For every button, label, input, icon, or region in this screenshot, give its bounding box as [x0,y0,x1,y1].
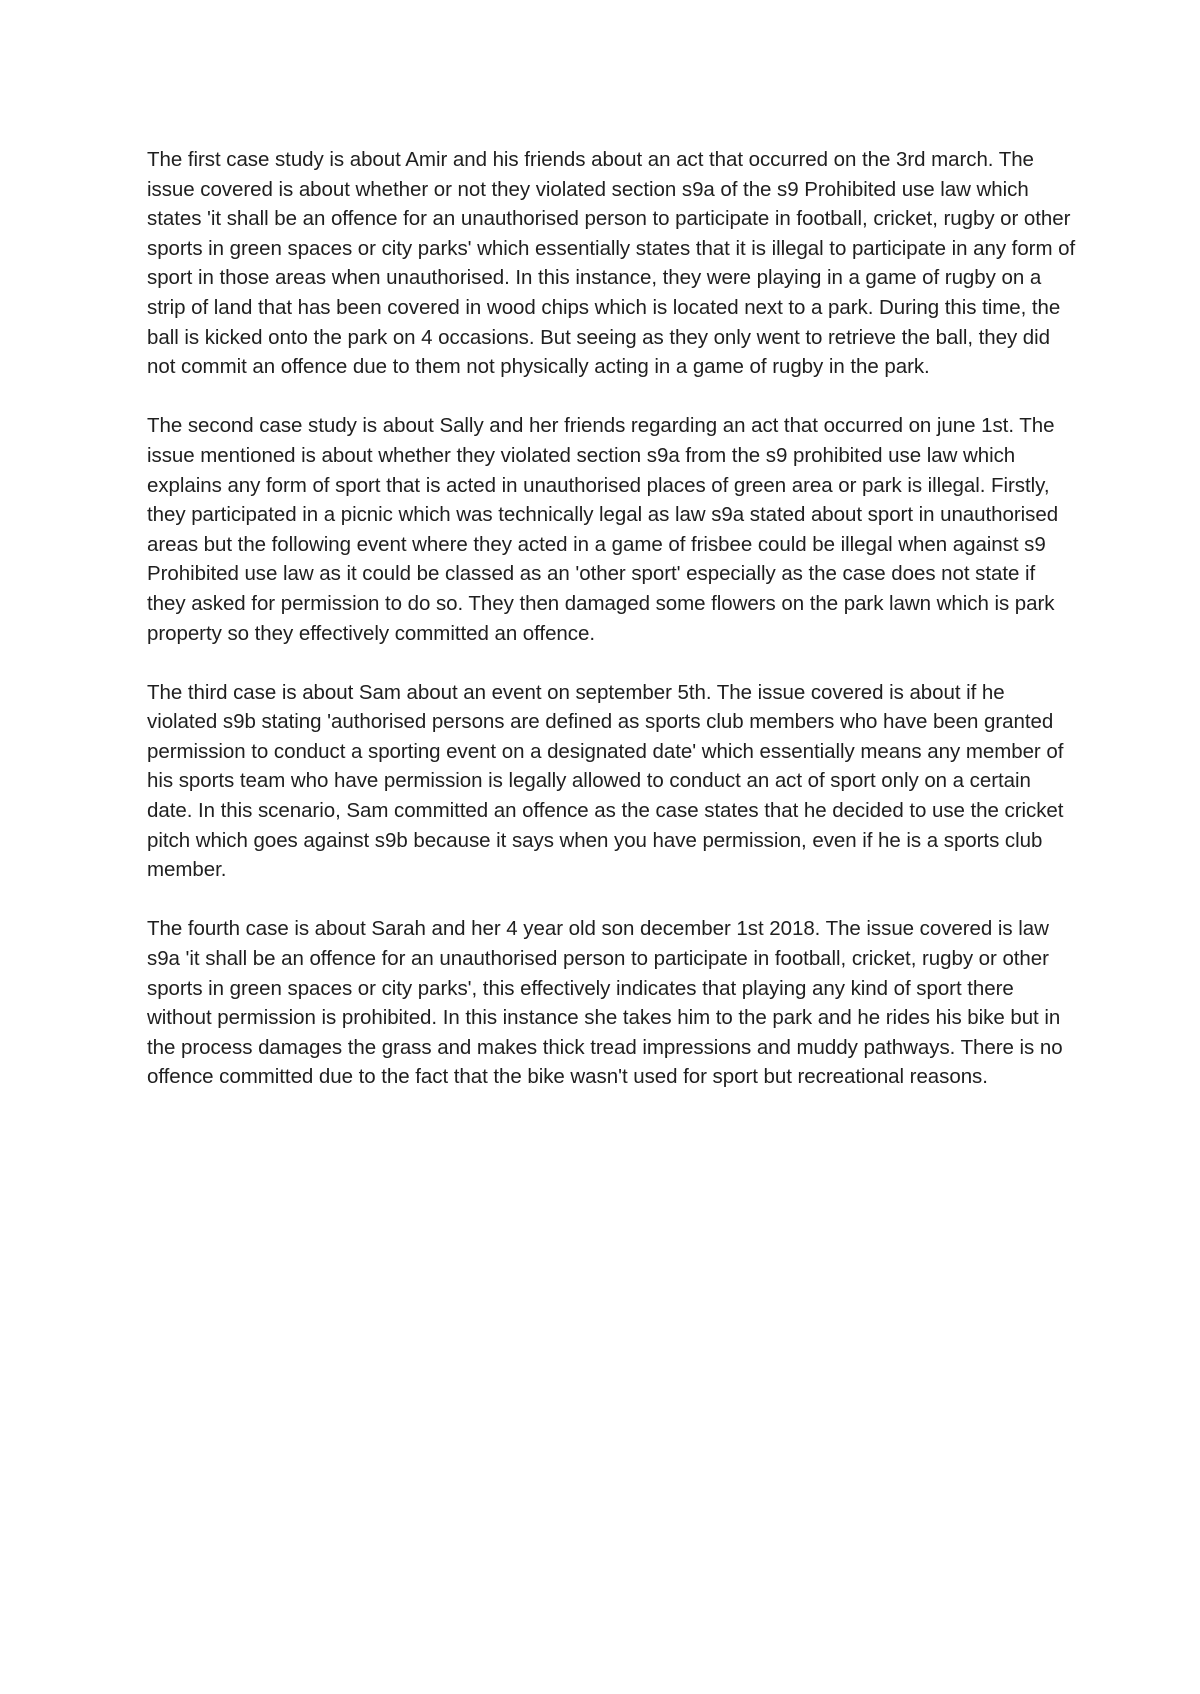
paragraph-case-study-3: The third case is about Sam about an event on september 5th. The issue covered is about if he violated s9b stating 'authorised persons are defined as sports club members who have been granted permission to conduct a sporting event on a designated date' which essentially means any member of his sports team who have permission is legally allowed to conduct an act of sport only on a certain date. In this scenario, Sam committed an offence as the case states that he decided to use the cricket pitch which goes against s9b because it says when you have permission, even if he is a sports club member. [147,680,1064,882]
paragraph-case-study-1: The first case study is about Amir and his friends about an act that occurred on the 3rd march. The issue covered is about whether or not they violated section s9a of the s9 Prohibited use law which states 'it shall be an offence for an unauthorised person to participate in football, cricket, rugby or other sports in green spaces or city parks' which essentially states that it is illegal to participate in any form of sport in those areas when unauthorised. In this instance, they were playing in a game of rugby on a strip of land that has been covered in wood chips which is located next to a park. During this time, the ball is kicked onto the park on 4 occasions. But seeing as they only went to retrieve the ball, they did not commit an offence due to them not physically acting in a game of rugby in the park. [147,148,1076,379]
paragraph-case-study-4: The fourth case is about Sarah and her 4 year old son december 1st 2018. The issue covered is law s9a 'it shall be an offence for an unauthorised person to participate in football, cricket, rugby or other sports in green spaces or city parks', this effectively indicates that playing any kind of sport there without permission is prohibited. In this instance she takes him to the park and he rides his bike but in the process damages the grass and makes thick tread impressions and muddy pathways. There is no offence committed due to the fact that the bike wasn't used for sport but recreational reasons. [147,917,1063,1089]
document-body [147,145,1077,1092]
paragraph-case-study-2: The second case study is about Sally and her friends regarding an act that occurred on june 1st. The issue mentioned is about whether they violated section s9a from the s9 prohibited use law which explains any form of sport that is acted in unauthorised places of green area or park is illegal. Firstly, they participated in a picnic which was technically legal as law s9a stated about sport in unauthorised areas but the following event where they acted in a game of frisbee could be illegal when against s9 Prohibited use law as it could be classed as an 'other sport' especially as the case does not state if they asked for permission to do so. They then damaged some flowers on the park lawn which is park property so they effectively committed an offence. [147,414,1059,645]
